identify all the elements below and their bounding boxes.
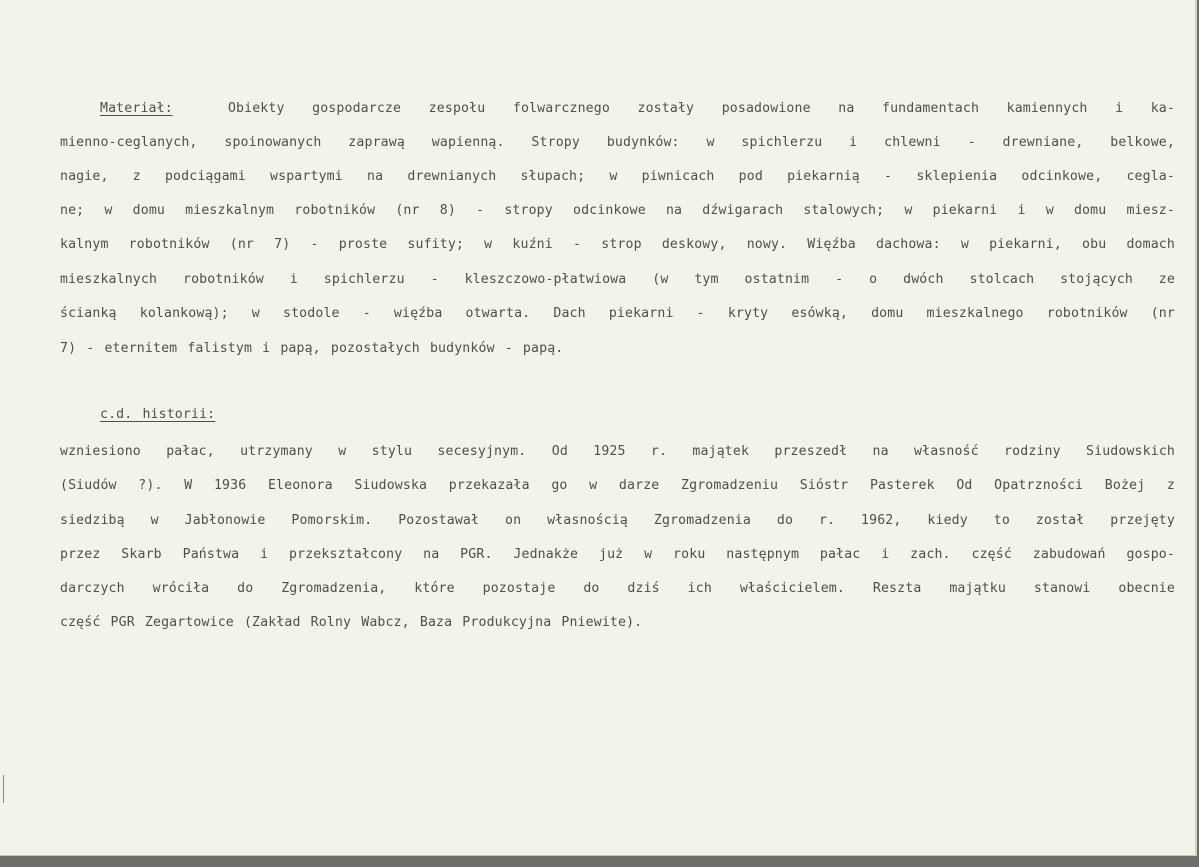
history-line: część PGR Zegartowice (Zakład Rolny Wabcz, Baza Produkcyjna Pniewite). bbox=[60, 615, 643, 630]
material-line: ścianką kolankową); w stodole - więźba otwarta. Dach piekarni - kryty esówką, domu mieszkalnego robotników (nr bbox=[60, 306, 1175, 321]
material-line: kalnym robotników (nr 7) - proste sufity; w kuźni - strop deskowy, nowy. Więźba dachowa: w piekarni, obu domach bbox=[60, 237, 1175, 252]
margin-scratch bbox=[3, 775, 4, 803]
history-line: przez Skarb Państwa i przekształcony na PGR. Jednakże już w roku następnym pałac i zach. część zabudowań gospo- bbox=[60, 547, 1175, 562]
history-line: darczych wróciła do Zgromadzenia, które pozostaje do dziś ich właścicielem. Reszta majątku stanowi obecnie bbox=[60, 581, 1175, 596]
history-line: (Siudów ?). W 1936 Eleonora Siudowska przekazała go w darze Zgromadzeniu Sióstr Pasterek Od Opatrzności Bożej z bbox=[60, 478, 1175, 493]
material-line: mienno-ceglanych, spoinowanych zaprawą wapienną. Stropy budynków: w spichlerzu i chlewni - drewniane, belkowe, bbox=[60, 135, 1175, 150]
material-line-1-text: Obiekty gospodarcze zespołu folwarcznego zostały posadowione na fundamentach kamiennych i ka- bbox=[227, 101, 1175, 116]
material-line: 7) - eternitem falistym i papą, pozostałych budynków - papą. bbox=[60, 341, 564, 356]
material-line-1 bbox=[100, 101, 1175, 116]
material-line: mieszkalnych robotników i spichlerzu - kleszczowo-płatwiowa (w tym ostatnim - o dwóch stolcach stojących ze bbox=[60, 272, 1175, 287]
material-label: Materiał: bbox=[100, 101, 173, 116]
history-line: wzniesiono pałac, utrzymany w stylu secesyjnym. Od 1925 r. majątek przeszedł na własność rodziny Siudowskich bbox=[60, 444, 1175, 459]
material-line: ne; w domu mieszkalnym robotników (nr 8) - stropy odcinkowe na dźwigarach stalowych; w piekarni i w domu miesz- bbox=[60, 203, 1175, 218]
material-line: nagie, z podciągami wspartymi na drewnianych słupach; w piwnicach pod piekarnią - sklepienia odcinkowe, cegla- bbox=[60, 169, 1175, 184]
history-line: siedzibą w Jabłonowie Pomorskim. Pozostawał on własnością Zgromadzenia do r. 1962, kiedy to został przejęty bbox=[60, 513, 1175, 528]
history-heading: c.d. historii: bbox=[100, 407, 216, 422]
